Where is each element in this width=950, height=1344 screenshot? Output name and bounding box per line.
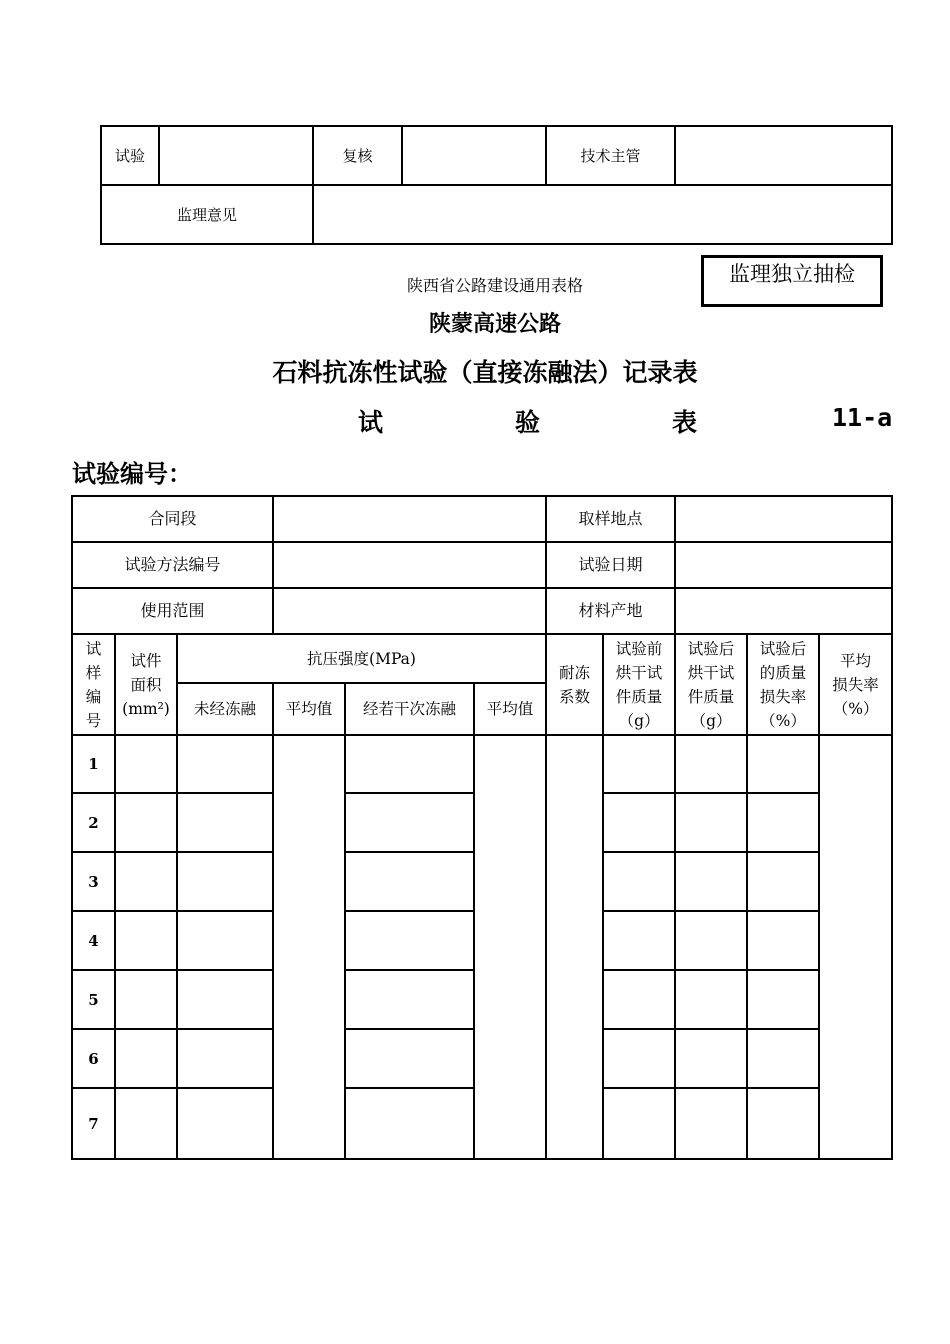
material-origin-field[interactable]: [675, 588, 892, 634]
mass-after-cell[interactable]: [675, 1029, 747, 1088]
form-general-caption: 陕西省公路建设通用表格: [406, 276, 583, 295]
signoff-table: [100, 125, 893, 245]
tech-lead-label: 技术主管: [546, 126, 675, 185]
col-loss-rate-line: 试验后: [759, 639, 807, 658]
row-number: 6: [72, 1029, 115, 1088]
mass-before-cell[interactable]: [603, 970, 675, 1029]
unfrozen-cell[interactable]: [177, 911, 273, 970]
row-number: 7: [72, 1088, 115, 1159]
loss-rate-cell[interactable]: [747, 735, 819, 793]
col-loss-rate: [747, 634, 819, 735]
unfrozen-cell[interactable]: [177, 1029, 273, 1088]
sampling-location-field[interactable]: [675, 496, 892, 542]
col-mass-before-line: （g）: [618, 711, 660, 730]
project-name: 陕蒙高速公路: [428, 312, 561, 337]
col-sample-no-line: 编: [85, 687, 102, 706]
supervisor-opinion-label: 监理意见: [101, 185, 313, 244]
col-mass-before-line: 试验前: [615, 639, 663, 658]
contract-section-label: 合同段: [72, 496, 273, 542]
col-mass-before: [603, 634, 675, 735]
tester-field[interactable]: [159, 126, 313, 185]
col-mass-after-line: 件质量: [687, 687, 735, 706]
method-no-field[interactable]: [273, 542, 546, 588]
row-number: 1: [72, 735, 115, 793]
col-avg-loss-line: 损失率: [832, 675, 879, 694]
row-number: 2: [72, 793, 115, 852]
row-number: 4: [72, 911, 115, 970]
mass-after-cell[interactable]: [675, 735, 747, 793]
table-code-line: [0, 403, 950, 439]
contract-section-field[interactable]: [273, 496, 546, 542]
col-mass-after: [675, 634, 747, 735]
after-cycles-cell[interactable]: [345, 735, 474, 793]
supervisor-opinion-field[interactable]: [313, 185, 892, 244]
mass-after-cell[interactable]: [675, 852, 747, 911]
after-cycles-cell[interactable]: [345, 970, 474, 1029]
row-number: 3: [72, 852, 115, 911]
table-code-char: 试: [358, 408, 384, 437]
col-avg-loss-line: （%）: [832, 699, 879, 718]
mass-after-cell[interactable]: [675, 911, 747, 970]
unfrozen-cell[interactable]: [177, 793, 273, 852]
loss-rate-cell[interactable]: [747, 1029, 819, 1088]
unfrozen-cell[interactable]: [177, 1088, 273, 1159]
frost-coef-cell[interactable]: [546, 735, 603, 1159]
mass-before-cell[interactable]: [603, 911, 675, 970]
area-cell[interactable]: [115, 1029, 177, 1088]
col-avg2: 平均值: [474, 683, 546, 735]
col-loss-rate-line: 损失率: [759, 687, 807, 706]
col-sample-no-line: 号: [85, 711, 102, 730]
test-number-label: 试验编号：: [72, 460, 192, 488]
test-date-field[interactable]: [675, 542, 892, 588]
col-area: [115, 634, 177, 735]
mass-before-cell[interactable]: [603, 793, 675, 852]
mass-before-cell[interactable]: [603, 1029, 675, 1088]
tech-lead-field[interactable]: [675, 126, 892, 185]
col-frost-coef-line: 耐冻: [559, 663, 591, 682]
col-mass-after-line: （g）: [690, 711, 732, 730]
col-loss-rate-line: （%）: [760, 711, 806, 730]
table-code-number: 11-a: [832, 403, 893, 432]
area-cell[interactable]: [115, 852, 177, 911]
col-after-cycles: 经若干次冻融: [345, 683, 474, 735]
usage-scope-label: 使用范围: [72, 588, 273, 634]
avg1-cell[interactable]: [273, 735, 345, 1159]
avg2-cell[interactable]: [474, 735, 546, 1159]
material-origin-label: 材料产地: [546, 588, 675, 634]
col-sample-no: [72, 634, 115, 735]
after-cycles-cell[interactable]: [345, 1029, 474, 1088]
col-mass-after-line: 试验后: [687, 639, 735, 658]
after-cycles-cell[interactable]: [345, 793, 474, 852]
area-cell[interactable]: [115, 911, 177, 970]
unfrozen-cell[interactable]: [177, 852, 273, 911]
col-strength-group: 抗压强度(MPa): [177, 634, 546, 683]
unfrozen-cell[interactable]: [177, 735, 273, 793]
table-code-char: 表: [672, 408, 698, 437]
col-avg-loss-line: 平均: [840, 651, 872, 670]
reviewer-field[interactable]: [402, 126, 546, 185]
mass-after-cell[interactable]: [675, 970, 747, 1029]
table-row: [72, 735, 892, 793]
form-title: 石料抗冻性试验（直接冻融法）记录表: [272, 358, 698, 387]
col-avg-loss: [819, 634, 892, 735]
after-cycles-cell[interactable]: [345, 1088, 474, 1159]
col-mass-before-line: 件质量: [615, 687, 663, 706]
unfrozen-cell[interactable]: [177, 970, 273, 1029]
area-cell[interactable]: [115, 970, 177, 1029]
mass-before-cell[interactable]: [603, 1088, 675, 1159]
col-loss-rate-line: 的质量: [759, 663, 807, 682]
col-area-line: (mm²): [122, 699, 170, 718]
col-avg1: 平均值: [273, 683, 345, 735]
col-sample-no-line: 样: [85, 663, 102, 682]
test-date-label: 试验日期: [546, 542, 675, 588]
loss-rate-cell[interactable]: [747, 911, 819, 970]
method-no-label: 试验方法编号: [72, 542, 273, 588]
table-code-char: 验: [515, 408, 541, 437]
loss-rate-cell[interactable]: [747, 1088, 819, 1159]
avg-loss-cell[interactable]: [819, 735, 892, 1159]
loss-rate-cell[interactable]: [747, 970, 819, 1029]
area-cell[interactable]: [115, 1088, 177, 1159]
area-cell[interactable]: [115, 793, 177, 852]
loss-rate-cell[interactable]: [747, 793, 819, 852]
stamp-box: 监理独立抽检: [701, 255, 883, 307]
mass-before-cell[interactable]: [603, 852, 675, 911]
mass-before-cell[interactable]: [603, 735, 675, 793]
col-mass-after-line: 烘干试: [687, 663, 735, 682]
col-unfrozen: 未经冻融: [177, 683, 273, 735]
reviewer-label: 复核: [313, 126, 402, 185]
row-number: 5: [72, 970, 115, 1029]
col-frost-coef: [546, 634, 603, 735]
after-cycles-cell[interactable]: [345, 852, 474, 911]
loss-rate-cell[interactable]: [747, 852, 819, 911]
col-area-line: 面积: [130, 675, 162, 694]
col-sample-no-line: 试: [85, 639, 102, 658]
mass-after-cell[interactable]: [675, 1088, 747, 1159]
record-table: [71, 495, 893, 1160]
mass-after-cell[interactable]: [675, 793, 747, 852]
usage-scope-field[interactable]: [273, 588, 546, 634]
col-frost-coef-line: 系数: [559, 687, 591, 706]
after-cycles-cell[interactable]: [345, 911, 474, 970]
sampling-location-label: 取样地点: [546, 496, 675, 542]
col-area-line: 试件: [130, 651, 162, 670]
tester-label: 试验: [101, 126, 159, 185]
area-cell[interactable]: [115, 735, 177, 793]
col-mass-before-line: 烘干试: [615, 663, 663, 682]
